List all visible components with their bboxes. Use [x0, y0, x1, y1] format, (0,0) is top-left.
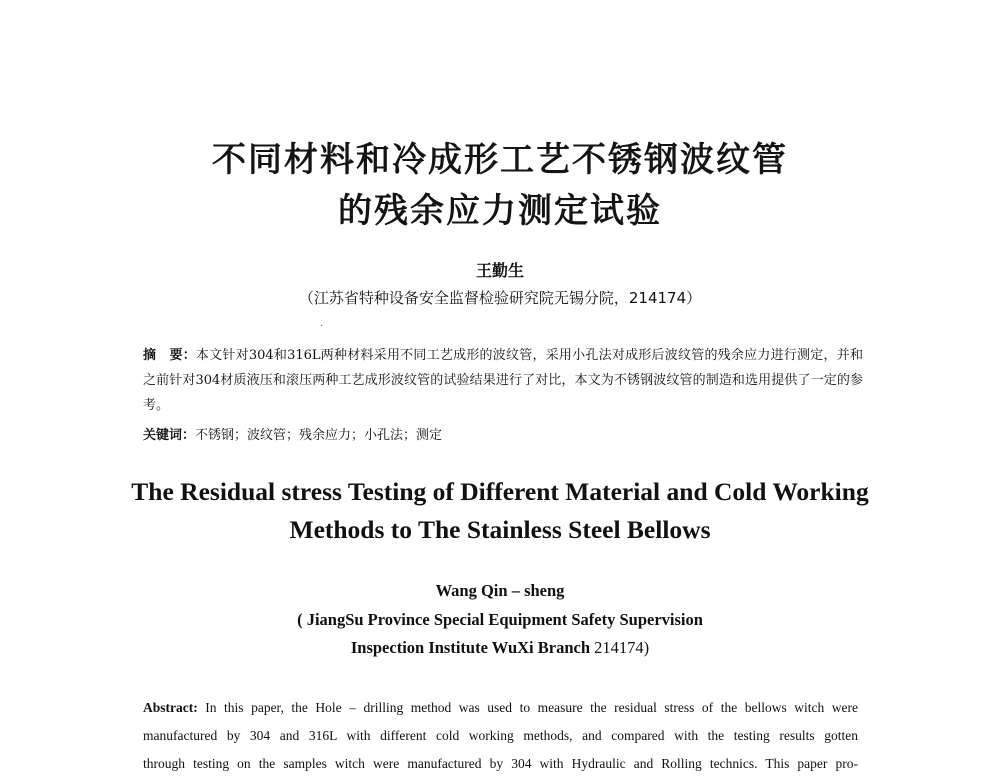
- english-title-line-2: Methods to The Stainless Steel Bellows: [289, 515, 711, 544]
- chinese-keywords-text: 不锈钢；波纹管；残余应力；小孔法；测定: [195, 428, 443, 443]
- english-abstract: [143, 694, 858, 778]
- english-title-line-1: The Residual stress Testing of Different Material and Cold Working: [131, 477, 869, 506]
- chinese-abstract-label: 摘 要：: [143, 348, 196, 363]
- chinese-affiliation: （江苏省特种设备安全监督检验研究院无锡分院，214174）: [298, 289, 702, 307]
- chinese-abstract: [143, 343, 863, 418]
- english-affiliation-line-1: [0, 610, 1000, 630]
- english-affiliation-institute: Inspection Institute WuXi Branch: [350, 638, 591, 657]
- chinese-abstract-text: 本文针对304和316L两种材料采用不同工艺成形的波纹管，采用小孔法对成形后波纹管的残余应力进行测定，并和之前针对304材质液压和滚压两种工艺成形波纹管的试验结果进行了对比，本文为不锈钢波纹管的制造和选用提供了一定的参考。: [143, 348, 863, 413]
- english-affiliation-line-1-text: ( JiangSu Province Special Equipment Safety Supervision: [297, 610, 703, 629]
- english-abstract-line-3: through testing on the samples witch were manufactured by 304 with Hydraulic and Rolling technics. This paper pro-: [143, 756, 858, 771]
- chinese-keywords-label: 关键词：: [143, 428, 196, 443]
- english-abstract-line-1-text: In this paper, the Hole – drilling method was used to measure the residual stress of the bellows witch were: [205, 700, 858, 715]
- english-affiliation-line-2: [0, 638, 1000, 658]
- chinese-author: 王勤生: [475, 261, 524, 280]
- stray-dot: ·: [320, 321, 324, 332]
- english-abstract-line-1: [143, 694, 858, 722]
- chinese-title-line-1: 不同材料和冷成形工艺不锈钢波纹管: [212, 140, 788, 180]
- chinese-keywords: [143, 424, 442, 443]
- english-abstract-label: Abstract:: [143, 700, 198, 715]
- english-author: Wang Qin – sheng: [435, 581, 565, 600]
- english-abstract-line-2: manufactured by 304 and 316L with different cold working methods, and compared with the testing results gotten: [143, 728, 858, 743]
- english-affiliation-postcode: 214174): [590, 638, 650, 657]
- chinese-title-line-2: 的残余应力测定试验: [338, 191, 662, 231]
